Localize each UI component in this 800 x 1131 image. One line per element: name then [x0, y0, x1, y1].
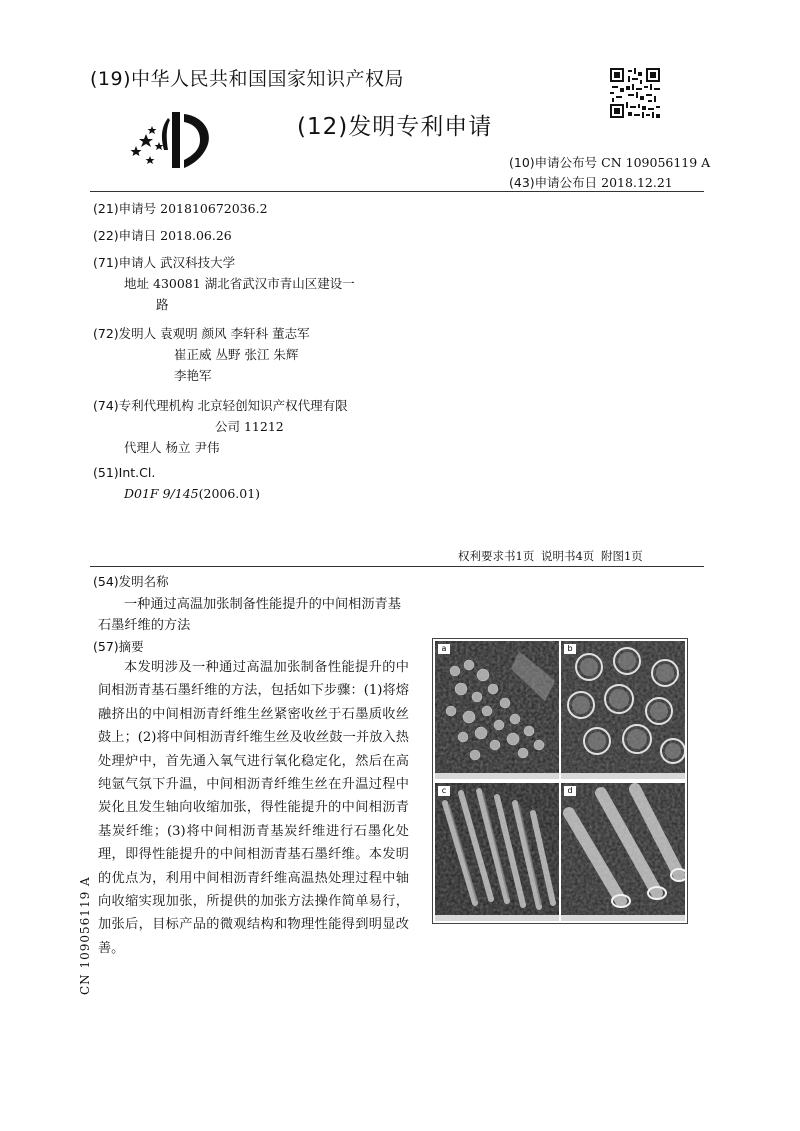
address-line-1: 430081 湖北省武汉市青山区建设一	[153, 276, 355, 291]
side-publication-number: CN 109056119 A	[78, 876, 92, 995]
application-number: 201810672036.2	[160, 201, 268, 216]
applicant: 武汉科技大学	[160, 255, 236, 270]
panel-label-a: a	[438, 644, 450, 654]
publication-date-label: (43)申请公布日	[509, 175, 598, 190]
agency-line-2: 公司 11212	[215, 419, 284, 434]
publication-number: CN 109056119 A	[601, 155, 711, 170]
int-cl-code: D01F 9/145	[124, 486, 199, 501]
sem-figure	[432, 638, 688, 924]
applicant-label: (71)申请人	[93, 255, 157, 270]
agent-row	[124, 438, 219, 456]
inventors-line-1: 袁观明 颜风 李轩科 董志军	[160, 326, 310, 341]
scale-bar-a	[435, 773, 559, 779]
address-row	[124, 274, 355, 292]
document-type-title: (12)发明专利申请	[297, 114, 493, 140]
pages-divider	[90, 566, 704, 567]
publication-number-line	[509, 153, 710, 171]
sem-panel-c	[435, 783, 559, 921]
application-date: 2018.06.26	[160, 228, 232, 243]
int-cl-row	[124, 486, 260, 501]
agency-row	[93, 396, 348, 414]
inventors-label: (72)发明人	[93, 326, 157, 341]
address-line-2: 路	[156, 297, 169, 312]
agent-label: 代理人	[124, 440, 162, 455]
application-number-row	[93, 199, 268, 217]
agent: 杨立 尹伟	[165, 440, 220, 455]
header-divider	[90, 191, 704, 192]
scale-bar-d	[561, 915, 685, 921]
publication-date-line	[509, 173, 673, 191]
page-count-info: 权利要求书1页 说明书4页 附图1页	[458, 549, 643, 563]
publication-date: 2018.12.21	[601, 175, 673, 190]
panel-label-d: d	[564, 786, 576, 796]
publication-number-label: (10)申请公布号	[509, 155, 598, 170]
office-name: (19)中华人民共和国国家知识产权局	[90, 68, 405, 90]
panel-label-b: b	[564, 644, 576, 654]
int-cl-label-text: (51)Int.Cl.	[93, 465, 156, 480]
application-number-label: (21)申请号	[93, 201, 157, 216]
application-date-row	[93, 226, 232, 244]
inventors-line-3: 李艳军	[174, 368, 212, 383]
applicant-row	[93, 253, 235, 271]
abstract-label: (57)摘要	[93, 639, 144, 654]
int-cl-year: (2006.01)	[198, 486, 261, 501]
inventors-row	[93, 324, 310, 342]
scale-bar-c	[435, 915, 559, 921]
agency-line-1: 北京轻创知识产权代理有限	[197, 398, 348, 413]
panel-label-c: c	[438, 786, 450, 796]
sem-panel-b	[561, 641, 685, 779]
agency-label: (74)专利代理机构	[93, 398, 194, 413]
invention-title: 一种通过高温加张制备性能提升的中间相沥青基石墨纤维的方法	[98, 597, 401, 633]
abstract-text: 本发明涉及一种通过高温加张制备性能提升的中间相沥青基石墨纤维的方法，包括如下步骤：(1)将熔融挤出的中间相沥青纤维生丝紧密收丝于石墨质收丝鼓上；(2)将中间相沥青纤维生丝及收丝鼓一并放入热处理炉中，首先通入氧气进行氧化稳定化，然后在高纯氩气氛下升温，中间相沥青纤维生丝在升温过程中炭化且发生轴向收缩加张，得性能提升的中间相沥青基炭纤维；(3)将中间相沥青基炭纤维进行石墨化处理，即得性能提升的中间相沥青基石墨纤维。本发明的优点为，利用中间相沥青纤维高温热处理过程中轴向收缩实现加张，所提供的加张方法操作简单易行，加张后，目标产品的微观结构和物理性能得到明显改善。	[98, 660, 409, 956]
application-date-label: (22)申请日	[93, 228, 157, 243]
qr-code	[610, 68, 660, 118]
sem-panel-d	[561, 783, 685, 921]
cnipa-logo	[128, 106, 218, 170]
int-cl-label	[93, 465, 155, 480]
scale-bar-b	[561, 773, 685, 779]
inventors-line-2: 崔正威 丛野 张江 朱辉	[174, 347, 299, 362]
invention-title-label: (54)发明名称	[93, 574, 169, 589]
sem-panel-a	[435, 641, 559, 779]
address-label: 地址	[124, 276, 150, 291]
